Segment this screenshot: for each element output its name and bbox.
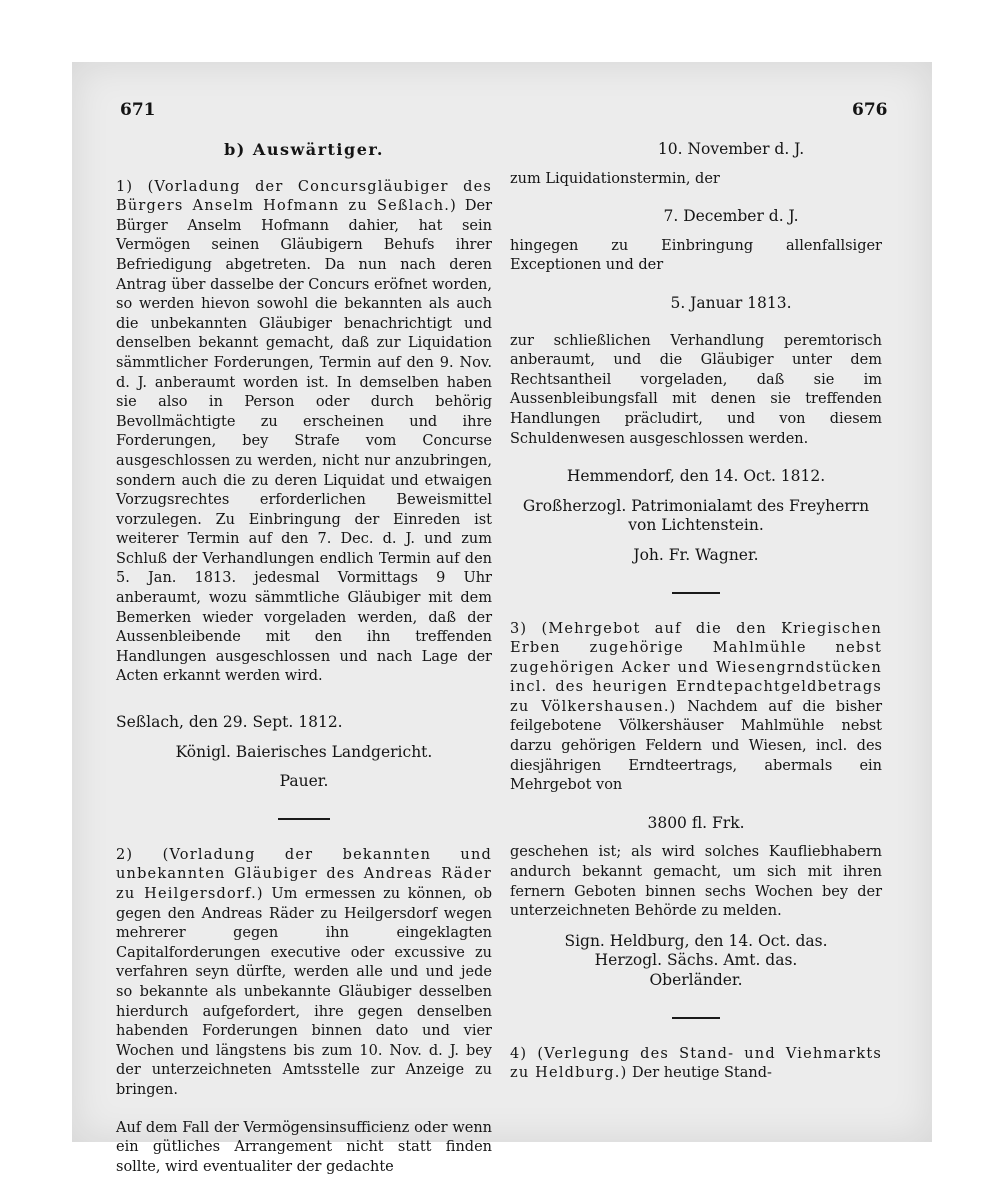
notice-1-signer: Pauer.	[279, 772, 329, 791]
notice-2-title: 2) (Vorladung der bekannten und unbekannten Gläubiger des Andreas Räder zu Heilgersdorf.)	[116, 846, 492, 902]
notice-4	[510, 1045, 882, 1084]
page-number-left: 671	[120, 100, 156, 120]
notice-1-date: Seßlach, den 29. Sept. 1812.	[116, 713, 343, 732]
notice-3-date: Sign. Heldburg, den 14. Oct. das.	[564, 931, 828, 950]
right-line-date-2: 7. December d. J.	[663, 207, 799, 226]
right-line-date-1: 10. November d. J.	[657, 140, 805, 158]
notice-2-body: Um ermessen zu können, ob gegen den Andreas Räder zu Heilgersdorf wegen mehrerer gegen ihn eingeklagten Capitalforderungen executive oder excussive zu verfahren seyn dürfte, werden alle und und jede so bekannte als unbekannte Gläubiger desselben hierdurch aufgefordert, ihre gegen denselben habenden Forderungen binnen dato und vier Wochen und längstens bis zum 10. Nov. d. J. bey der unterzeichneten Amtsstelle zur Anzeige zu bringen.	[116, 886, 493, 1098]
right-date: Hemmendorf, den 14. Oct. 1812.	[566, 467, 826, 486]
left-column	[116, 140, 492, 1177]
right-paragraph-1: zur schließlichen Verhandlung peremtorisch anberaumt, und die Gläubiger unter dem Rechtsantheil vorgeladen, daß sie im Aussenbleibungsfall mit denen sie treffenden Handlungen präcludirt, und von diesem Schuldenwesen ausgeschlossen werden.	[510, 332, 882, 447]
notice-3	[510, 620, 882, 796]
notice-3-title: 3) (Mehrgebot auf die den Kriegischen Erben zugehörige Mahlmühle nebst zugehörigen Acker und Wiesengrndstücken incl. des heurigen Erndtepachtgeldbetrags zu Völkershausen.)	[510, 620, 882, 715]
notice-4-body: Der heutige Stand-	[632, 1065, 772, 1082]
notice-3-body: Nachdem auf die bisher feilgebotene Völkershäuser Mahlmühle nebst darzu gehörigen Feldern und Wiesen, incl. des diesjährigen Erndteertrags, abermals ein Mehrgebot von	[510, 698, 882, 794]
notice-1-title: 1) (Vorladung der Concursgläubiger des Bürgers Anselm Hofmann zu Seßlach.)	[116, 178, 492, 215]
notice-2	[116, 846, 492, 1101]
section-heading: b) Auswärtiger.	[224, 140, 384, 159]
notice-3-signer: Oberländer.	[649, 971, 743, 989]
page-number-right: 676	[852, 100, 888, 120]
notice-1	[116, 178, 492, 687]
notice-3-amount: 3800 fl. Frk.	[647, 813, 745, 832]
notice-1-body: Der Bürger Anselm Hofmann dahier, hat sein Vermögen seinen Gläubigern Behufs ihrer Befriedigung abgetreten. Da nun nach deren Antrag über dasselbe der Concurs eröfnet worden, so werden hievon sowohl die bekannten als auch die unbekannten Gläubiger benachrichtigt und denselben bekannt gemacht, daß zur Liquidation sämmtlicher Forderungen, Termin auf den 9. Nov. d. J. anberaumt worden ist. In demselben haben sie also in Person oder durch behörig Bevollmächtigte zu erscheinen und ihre Forderungen, bey Strafe vom Concurse ausgeschlossen zu werden, nicht nur anzubringen, sondern auch die zu deren Liquidat und etwaigen Vorzugsrechtes erforderlichen Beweismittel vorzulegen. Zu Einbringung der Einreden ist weiterer Termin auf den 7. Dec. d. J. und zum Schluß der Verhandlungen endlich Termin auf den 5. Jan. 1813. jedesmal Vormittags 9 Uhr anberaumt, wozu sämmtliche Gläubiger mit dem Bemerken wieder vorgeladen werden, daß der Aussenbleibende mit den ihn treffenden Handlungen ausgeschlossen und nach Lage der Acten erkannt werden wird.	[116, 198, 492, 685]
notice-2-continuation: Auf dem Fall der Vermögensinsufficienz oder wenn ein gütliches Arrangement nicht statt finden sollte, wird eventualiter der gedachte	[116, 1119, 492, 1175]
right-signer: Joh. Fr. Wagner.	[633, 545, 759, 564]
notice-3-authority: Herzogl. Sächs. Amt. das.	[594, 951, 798, 970]
right-column	[510, 140, 882, 1084]
right-line-text-2: hingegen zu Einbringung allenfallsiger Exceptionen und der	[510, 237, 882, 274]
right-line-date-3: 5. Januar 1813.	[670, 293, 792, 312]
notice-1-authority: Königl. Baierisches Landgericht.	[175, 742, 433, 761]
notice-4-title: 4) (Verlegung des Stand- und Viehmarkts zu Heldburg.)	[510, 1045, 882, 1082]
right-authority: Großherzogl. Patrimonialamt des Freyherrn von Lichtenstein.	[522, 496, 870, 535]
right-line-text-1: zum Liquidationstermin, der	[510, 170, 720, 187]
notice-3-body-2: geschehen ist; als wird solches Kaufliebhabern andurch bekannt gemacht, um sich mit ihren fernern Geboten binnen sechs Wochen bey der unterzeichneten Behörde zu melden.	[510, 844, 882, 920]
